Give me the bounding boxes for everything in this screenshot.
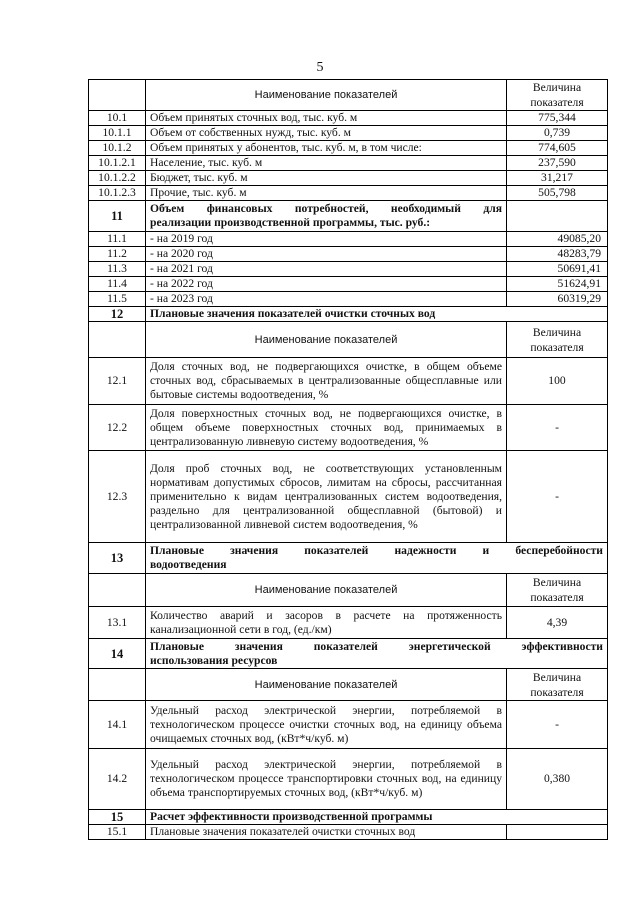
row-value: 0,739 [507, 126, 608, 141]
row-num: 11.1 [89, 232, 146, 247]
section-title [146, 543, 608, 574]
table-header-row [89, 80, 608, 111]
row-num: 12.1 [89, 358, 146, 405]
table-row [89, 292, 608, 307]
section-title-line: использования ресурсов [150, 653, 278, 667]
header-value-cell: Величина показателя [507, 80, 608, 111]
row-num: 10.1 [89, 111, 146, 126]
row-name: - на 2020 год [146, 247, 507, 262]
row-num: 10.1.2 [89, 141, 146, 156]
row-name: - на 2021 год [146, 262, 507, 277]
row-num: 13.1 [89, 607, 146, 639]
row-name: Объем от собственных нужд, тыс. куб. м [146, 126, 507, 141]
table-row [89, 111, 608, 126]
table-row [89, 126, 608, 141]
row-value: 51624,91 [507, 277, 608, 292]
row-num: 11.5 [89, 292, 146, 307]
table-row [89, 141, 608, 156]
section-heading-row [89, 201, 608, 232]
section-number: 15 [89, 810, 146, 825]
header-num-cell [89, 574, 146, 607]
row-value: 60319,29 [507, 292, 608, 307]
row-name: Удельный расход электрической энергии, потребляемой в технологическом процессе транспортировки сточных вод, на единицу объема транспортируемых сточных вод, (кВт*ч/куб. м) [146, 749, 507, 810]
row-name: Доля проб сточных вод, не соответствующих установленным нормативам допустимых сбросов, лимитам на сбросы, рассчитанная применительно к видам централизованных систем водоотведения, раздельно для централизованной общесплавной (бытовой) и централизованной ливневой систем водоотведения, % [146, 451, 507, 543]
page-number: 5 [316, 60, 324, 75]
row-num: 15.1 [89, 825, 146, 840]
row-value [507, 825, 608, 840]
section-number: 13 [89, 543, 146, 574]
table-row [89, 232, 608, 247]
table-row [89, 358, 608, 405]
row-num: 10.1.2.3 [89, 186, 146, 201]
row-value: 100 [507, 358, 608, 405]
section-number: 14 [89, 639, 146, 669]
row-num: 10.1.2.1 [89, 156, 146, 171]
section-title-line: Плановые значения показателей энергетической эффективности [150, 639, 603, 653]
section-title: Расчет эффективности производственной программы [146, 810, 608, 825]
indicators-table [88, 79, 608, 840]
header-num-cell [89, 322, 146, 358]
row-num: 12.3 [89, 451, 146, 543]
section-heading-row [89, 639, 608, 669]
header-name-cell: Наименование показателей [146, 669, 507, 701]
section-title [146, 639, 608, 669]
table-row [89, 451, 608, 543]
row-name: Удельный расход электрической энергии, потребляемой в технологическом процессе очистки сточных вод, на единицу объема очищаемых сточных вод, (кВт*ч/куб. м) [146, 701, 507, 749]
table-row [89, 277, 608, 292]
row-num: 11.2 [89, 247, 146, 262]
section-heading-row [89, 543, 608, 574]
row-value: 50691,41 [507, 262, 608, 277]
table-row [89, 405, 608, 451]
header-name-cell: Наименование показателей [146, 322, 507, 358]
subheader-row [89, 322, 608, 358]
row-num: 10.1.1 [89, 126, 146, 141]
header-name-cell: Наименование показателей [146, 574, 507, 607]
row-num: 14.1 [89, 701, 146, 749]
row-value: - [507, 405, 608, 451]
row-name: Плановые значения показателей очистки сточных вод [146, 825, 507, 840]
row-num: 10.1.2.2 [89, 171, 146, 186]
subheader-row [89, 574, 608, 607]
subheader-row [89, 669, 608, 701]
section-number: 11 [89, 201, 146, 232]
section-title-line: Объем финансовых потребностей, необходимый для [150, 202, 502, 215]
row-value: 48283,79 [507, 247, 608, 262]
table-row [89, 247, 608, 262]
row-name: Доля поверхностных сточных вод, не подвергающихся очистке, в общем объеме поверхностных сточных вод, принимаемых в централизованную ливневую систему водоотведения, % [146, 405, 507, 451]
section-title-line: Плановые значения показателей надежности и бесперебойности [150, 544, 603, 557]
header-value-cell: Величина показателя [507, 322, 608, 358]
row-name: Количество аварий и засоров в расчете на протяженность канализационной сети в год, (ед./км) [146, 607, 507, 639]
section-number: 12 [89, 307, 146, 322]
row-name: - на 2022 год [146, 277, 507, 292]
header-num-cell [89, 669, 146, 701]
section-title: Плановые значения показателей очистки сточных вод [146, 307, 608, 322]
row-num: 11.4 [89, 277, 146, 292]
row-name: - на 2023 год [146, 292, 507, 307]
row-value: - [507, 701, 608, 749]
table-row [89, 171, 608, 186]
section-heading-row [89, 810, 608, 825]
row-num: 12.2 [89, 405, 146, 451]
section-title-line: водоотведения [150, 558, 227, 571]
header-value-cell: Величина показателя [507, 669, 608, 701]
table-row [89, 749, 608, 810]
section-heading-row [89, 307, 608, 322]
row-name: Население, тыс. куб. м [146, 156, 507, 171]
row-value: 0,380 [507, 749, 608, 810]
section-title [146, 201, 507, 232]
row-value: - [507, 451, 608, 543]
row-name: Доля сточных вод, не подвергающихся очистке, в общем объеме сточных вод, сбрасываемых в централизованные общесплавные или бытовые системы водоотведения, % [146, 358, 507, 405]
table-row [89, 607, 608, 639]
table-row [89, 701, 608, 749]
row-value: 774,605 [507, 141, 608, 156]
row-value: 4,39 [507, 607, 608, 639]
row-name: Прочие, тыс. куб. м [146, 186, 507, 201]
row-num: 14.2 [89, 749, 146, 810]
table-row [89, 262, 608, 277]
row-value: 31,217 [507, 171, 608, 186]
header-name-cell: Наименование показателей [146, 80, 507, 111]
table-row [89, 156, 608, 171]
row-value: 237,590 [507, 156, 608, 171]
row-value: 49085,20 [507, 232, 608, 247]
row-name: Бюджет, тыс. куб. м [146, 171, 507, 186]
table-row [89, 825, 608, 840]
row-num: 11.3 [89, 262, 146, 277]
row-name: Объем принятых у абонентов, тыс. куб. м, в том числе: [146, 141, 507, 156]
row-value: 775,344 [507, 111, 608, 126]
row-value: 505,798 [507, 186, 608, 201]
table-row [89, 186, 608, 201]
row-name: Объем принятых сточных вод, тыс. куб. м [146, 111, 507, 126]
section-value-cell [507, 201, 608, 232]
section-title-line: реализации производственной программы, тыс. руб.: [150, 216, 431, 229]
row-name: - на 2019 год [146, 232, 507, 247]
header-value-cell: Величина показателя [507, 574, 608, 607]
header-num-cell [89, 80, 146, 111]
